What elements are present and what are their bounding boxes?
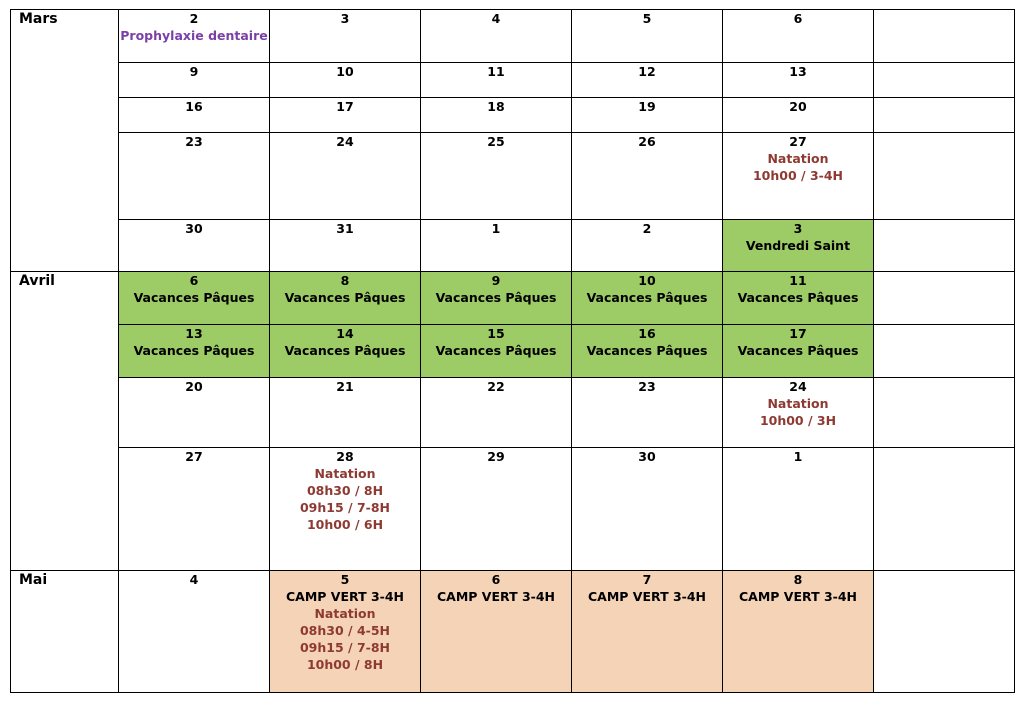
event-text: 10h00 / 3-4H bbox=[752, 168, 843, 183]
day-note: Vacances Pâques bbox=[133, 290, 255, 305]
day-number: 6 bbox=[189, 273, 199, 288]
day-number: 19 bbox=[638, 99, 656, 114]
day-number: 2 bbox=[189, 11, 199, 26]
day-cell bbox=[723, 220, 874, 272]
day-cell bbox=[421, 571, 572, 693]
day-number: 7 bbox=[642, 572, 652, 587]
day-number: 3 bbox=[340, 11, 350, 26]
day-cell bbox=[421, 272, 572, 325]
event-text: 09h15 / 7-8H bbox=[299, 640, 390, 655]
day-number: 26 bbox=[638, 134, 656, 149]
day-number: 13 bbox=[185, 326, 203, 341]
day-number: 10 bbox=[336, 64, 354, 79]
event-text: 08h30 / 8H bbox=[306, 483, 384, 498]
day-number: 6 bbox=[491, 572, 501, 587]
event-text: 10h00 / 8H bbox=[306, 657, 384, 672]
day-note: CAMP VERT 3-4H bbox=[739, 589, 857, 604]
day-cell bbox=[119, 272, 270, 325]
day-number: 9 bbox=[491, 273, 501, 288]
day-number: 4 bbox=[491, 11, 501, 26]
empty-cell bbox=[874, 220, 1015, 272]
day-number: 9 bbox=[189, 64, 199, 79]
day-number: 8 bbox=[793, 572, 803, 587]
day-number: 5 bbox=[340, 572, 350, 587]
day-cell bbox=[572, 272, 723, 325]
day-number: 1 bbox=[793, 449, 803, 464]
day-cell bbox=[119, 448, 270, 571]
day-number: 21 bbox=[336, 379, 354, 394]
day-number: 23 bbox=[185, 134, 203, 149]
day-cell bbox=[270, 98, 421, 133]
day-cell bbox=[572, 378, 723, 448]
day-cell bbox=[572, 220, 723, 272]
empty-cell bbox=[874, 448, 1015, 571]
day-number: 17 bbox=[336, 99, 354, 114]
week-row bbox=[11, 272, 1015, 325]
day-cell bbox=[421, 10, 572, 63]
day-number: 28 bbox=[336, 449, 354, 464]
day-cell bbox=[119, 133, 270, 220]
day-number: 10 bbox=[638, 273, 656, 288]
day-number: 5 bbox=[642, 11, 652, 26]
day-number: 22 bbox=[487, 379, 505, 394]
day-note: Vacances Pâques bbox=[435, 290, 557, 305]
day-number: 20 bbox=[789, 99, 807, 114]
day-cell bbox=[119, 325, 270, 378]
month-label-mai: Mai bbox=[11, 571, 119, 693]
day-number: 23 bbox=[638, 379, 656, 394]
event-text: Prophylaxie dentaire bbox=[120, 28, 268, 43]
week-row bbox=[11, 63, 1015, 98]
empty-cell bbox=[874, 272, 1015, 325]
day-cell bbox=[572, 448, 723, 571]
day-cell bbox=[723, 448, 874, 571]
day-number: 27 bbox=[789, 134, 807, 149]
day-cell bbox=[119, 98, 270, 133]
day-number: 16 bbox=[185, 99, 203, 114]
calendar-table bbox=[10, 9, 1015, 693]
day-cell bbox=[723, 571, 874, 693]
event-text: Natation bbox=[314, 606, 376, 621]
day-cell bbox=[572, 63, 723, 98]
day-cell bbox=[119, 571, 270, 693]
day-number: 27 bbox=[185, 449, 203, 464]
day-number: 13 bbox=[789, 64, 807, 79]
empty-cell bbox=[874, 63, 1015, 98]
event-text: 10h00 / 3H bbox=[759, 413, 837, 428]
day-cell bbox=[270, 10, 421, 63]
day-cell bbox=[723, 272, 874, 325]
day-number: 30 bbox=[638, 449, 656, 464]
day-cell bbox=[421, 133, 572, 220]
week-row bbox=[11, 325, 1015, 378]
week-row bbox=[11, 98, 1015, 133]
day-number: 20 bbox=[185, 379, 203, 394]
event-text: 10h00 / 6H bbox=[306, 517, 384, 532]
day-cell bbox=[723, 133, 874, 220]
day-cell bbox=[572, 133, 723, 220]
day-cell bbox=[723, 10, 874, 63]
empty-cell bbox=[874, 325, 1015, 378]
week-row bbox=[11, 571, 1015, 693]
week-row bbox=[11, 10, 1015, 63]
day-cell bbox=[421, 220, 572, 272]
day-cell bbox=[723, 98, 874, 133]
day-number: 31 bbox=[336, 221, 354, 236]
day-number: 11 bbox=[487, 64, 505, 79]
empty-cell bbox=[874, 133, 1015, 220]
day-cell bbox=[421, 448, 572, 571]
event-text: Natation bbox=[767, 151, 829, 166]
day-cell bbox=[723, 378, 874, 448]
week-row bbox=[11, 133, 1015, 220]
month-label-mars: Mars bbox=[11, 10, 119, 272]
day-number: 24 bbox=[336, 134, 354, 149]
day-note: Vacances Pâques bbox=[586, 290, 708, 305]
day-cell bbox=[270, 325, 421, 378]
day-number: 25 bbox=[487, 134, 505, 149]
day-cell bbox=[270, 272, 421, 325]
empty-cell bbox=[874, 378, 1015, 448]
day-number: 11 bbox=[789, 273, 807, 288]
week-row bbox=[11, 448, 1015, 571]
day-cell bbox=[421, 98, 572, 133]
day-cell bbox=[270, 571, 421, 693]
day-number: 12 bbox=[638, 64, 656, 79]
day-cell bbox=[421, 325, 572, 378]
day-number: 2 bbox=[642, 221, 652, 236]
day-note: CAMP VERT 3-4H bbox=[588, 589, 706, 604]
day-cell bbox=[572, 10, 723, 63]
event-text: Natation bbox=[767, 396, 829, 411]
day-cell bbox=[270, 133, 421, 220]
day-note: Vacances Pâques bbox=[737, 343, 859, 358]
week-row bbox=[11, 378, 1015, 448]
day-cell bbox=[119, 220, 270, 272]
day-cell bbox=[270, 220, 421, 272]
day-note: Vacances Pâques bbox=[435, 343, 557, 358]
day-cell bbox=[270, 63, 421, 98]
day-note: Vendredi Saint bbox=[745, 238, 851, 253]
day-cell bbox=[119, 10, 270, 63]
day-number: 24 bbox=[789, 379, 807, 394]
day-number: 6 bbox=[793, 11, 803, 26]
day-note: Vacances Pâques bbox=[737, 290, 859, 305]
day-cell bbox=[421, 63, 572, 98]
day-cell bbox=[572, 325, 723, 378]
day-cell bbox=[270, 378, 421, 448]
day-number: 14 bbox=[336, 326, 354, 341]
day-number: 16 bbox=[638, 326, 656, 341]
day-note: CAMP VERT 3-4H bbox=[437, 589, 555, 604]
day-cell bbox=[119, 63, 270, 98]
day-cell bbox=[119, 378, 270, 448]
day-number: 17 bbox=[789, 326, 807, 341]
day-number: 15 bbox=[487, 326, 505, 341]
day-number: 3 bbox=[793, 221, 803, 236]
event-text: Natation bbox=[314, 466, 376, 481]
day-cell bbox=[723, 325, 874, 378]
day-note: CAMP VERT 3-4H bbox=[286, 589, 404, 604]
empty-cell bbox=[874, 571, 1015, 693]
event-text: 09h15 / 7-8H bbox=[299, 500, 390, 515]
day-note: Vacances Pâques bbox=[284, 343, 406, 358]
day-cell bbox=[270, 448, 421, 571]
day-note: Vacances Pâques bbox=[133, 343, 255, 358]
day-number: 1 bbox=[491, 221, 501, 236]
day-cell bbox=[421, 378, 572, 448]
empty-cell bbox=[874, 98, 1015, 133]
empty-cell bbox=[874, 10, 1015, 63]
day-cell bbox=[723, 63, 874, 98]
day-note: Vacances Pâques bbox=[586, 343, 708, 358]
week-row bbox=[11, 220, 1015, 272]
day-number: 4 bbox=[189, 572, 199, 587]
event-text: 08h30 / 4-5H bbox=[299, 623, 390, 638]
month-label-avril: Avril bbox=[11, 272, 119, 571]
day-number: 30 bbox=[185, 221, 203, 236]
day-cell bbox=[572, 98, 723, 133]
day-cell bbox=[572, 571, 723, 693]
day-number: 8 bbox=[340, 273, 350, 288]
day-number: 29 bbox=[487, 449, 505, 464]
day-number: 18 bbox=[487, 99, 505, 114]
day-note: Vacances Pâques bbox=[284, 290, 406, 305]
